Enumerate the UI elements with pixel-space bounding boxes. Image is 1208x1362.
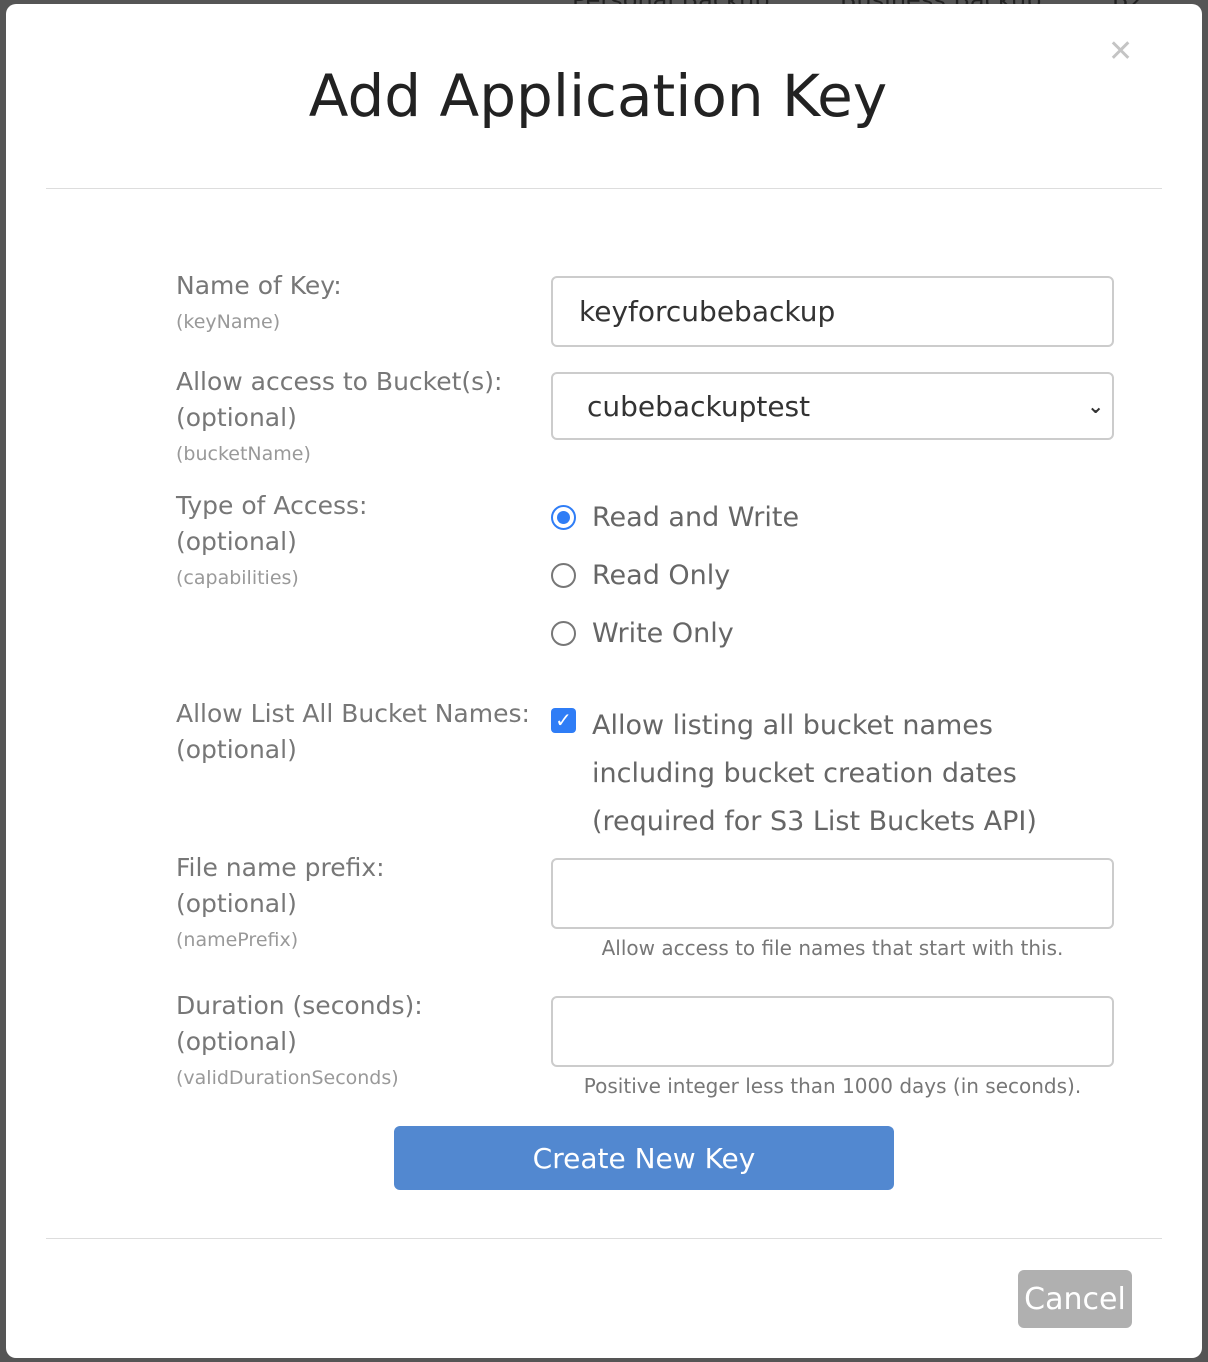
- label-text: Name of Key:: [176, 271, 342, 300]
- radio-read-only[interactable]: [551, 560, 730, 591]
- radio-read-write[interactable]: [551, 502, 799, 533]
- label-text: Type of Access:: [176, 491, 368, 520]
- radio-label: Read and Write: [592, 502, 800, 533]
- radio-label: Write Only: [592, 618, 734, 649]
- chevron-down-icon: ⌄: [1087, 394, 1104, 418]
- optional-text: (optional): [176, 527, 297, 556]
- duration-help: Positive integer less than 1000 days (in seconds).: [583, 1074, 1082, 1098]
- key-name-label: [176, 268, 342, 340]
- radio-label: Read Only: [592, 560, 731, 591]
- list-all-text: Allow listing all bucket names including bucket creation dates (required for S3 List Buckets API): [592, 710, 1037, 837]
- radio-icon: [551, 621, 576, 646]
- list-all-checkbox[interactable]: ✓: [551, 708, 576, 733]
- cancel-button[interactable]: Cancel: [1018, 1270, 1132, 1328]
- param-text: (bucketName): [176, 443, 311, 465]
- divider: [46, 1238, 1162, 1239]
- prefix-label: [176, 850, 385, 958]
- bucket-select-value: cubebackuptest: [587, 389, 811, 423]
- duration-label: [176, 988, 423, 1096]
- modal-title: Add Application Key: [308, 62, 888, 130]
- create-new-key-button[interactable]: Create New Key: [394, 1126, 894, 1190]
- radio-write-only[interactable]: [551, 618, 734, 649]
- list-all-label: [176, 696, 530, 768]
- radio-icon: [551, 563, 576, 588]
- optional-text: (optional): [176, 403, 297, 432]
- prefix-input[interactable]: [551, 858, 1114, 929]
- radio-checked-icon: [551, 505, 576, 530]
- param-text: (validDurationSeconds): [176, 1067, 399, 1089]
- optional-text: (optional): [176, 735, 297, 764]
- optional-text: (optional): [176, 889, 297, 918]
- key-name-input[interactable]: keyforcubebackup: [551, 276, 1114, 347]
- param-text: (keyName): [176, 311, 281, 333]
- label-text: Allow access to Bucket(s):: [176, 367, 503, 396]
- access-label: [176, 488, 367, 596]
- add-application-key-modal: [6, 4, 1202, 1358]
- close-icon[interactable]: ✕: [1108, 34, 1134, 69]
- optional-text: (optional): [176, 1027, 297, 1056]
- param-text: (namePrefix): [176, 929, 299, 951]
- param-text: (capabilities): [176, 567, 299, 589]
- prefix-help: Allow access to file names that start with this.: [601, 936, 1064, 960]
- label-text: File name prefix:: [176, 853, 385, 882]
- bucket-label: [176, 364, 502, 472]
- label-text: Allow List All Bucket Names:: [176, 699, 530, 728]
- divider: [46, 188, 1162, 189]
- label-text: Duration (seconds):: [176, 991, 423, 1020]
- duration-input[interactable]: [551, 996, 1114, 1067]
- bucket-select[interactable]: [551, 372, 1114, 440]
